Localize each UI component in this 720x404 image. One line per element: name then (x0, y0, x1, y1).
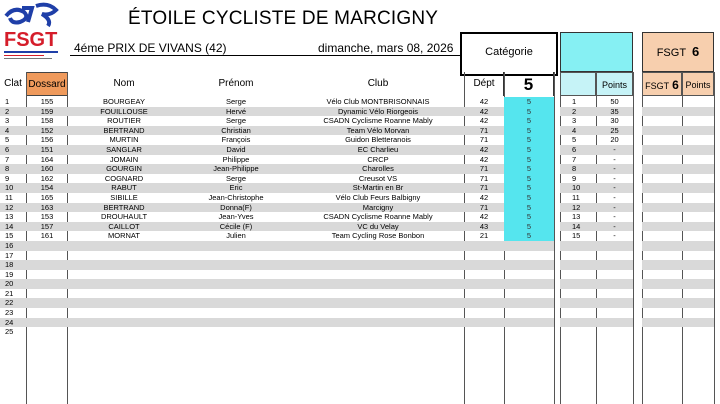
cell-categorie: 5 (504, 107, 554, 117)
cell-categorie: 5 (504, 97, 554, 107)
cell-dossard (26, 251, 68, 261)
cell-prenom: Serge (225, 116, 246, 126)
col-header-club: Club (367, 78, 389, 89)
table-row (0, 126, 714, 136)
col-header-fsgt (642, 72, 682, 96)
cell-rank: 11 (572, 192, 580, 202)
cell-points (596, 298, 633, 308)
cell-club: Team Vélo Morvan (346, 125, 410, 135)
cell-rank: 5 (572, 135, 577, 145)
cell-dept: 43 (479, 221, 489, 231)
cell-categorie: 5 (504, 164, 554, 174)
cell-points: - (613, 202, 616, 212)
fsgt-box (642, 32, 714, 72)
cell-prenom: Julien (226, 231, 246, 241)
cell-club: Charolles (362, 164, 394, 174)
cell-rank: 9 (572, 173, 577, 183)
cell-prenom (180, 298, 292, 308)
cell-rank: 4 (572, 125, 577, 135)
cell-dept (464, 260, 504, 270)
cell-points (596, 270, 633, 280)
cell-rank: 6 (572, 144, 577, 154)
cell-nom: CAILLOT (108, 221, 140, 231)
table-row (0, 145, 714, 155)
cell-clat: 7 (5, 154, 10, 164)
table-row (0, 212, 714, 222)
col-header-prenom: Prénom (218, 78, 254, 89)
cell-club: Creusot VS (358, 173, 398, 183)
col-header-nom: Nom (113, 78, 135, 89)
table-row (0, 155, 714, 165)
cell-club (292, 298, 464, 308)
cell-dept: 71 (479, 202, 489, 212)
cell-clat: 19 (5, 269, 14, 279)
table-row (0, 251, 714, 261)
cell-dossard: 160 (40, 164, 54, 174)
race-name: 4éme PRIX DE VIVANS (42) (74, 41, 227, 55)
cell-dossard: 151 (40, 144, 54, 154)
cell-categorie (504, 241, 554, 251)
cell-clat: 22 (5, 298, 14, 308)
table-row (0, 260, 714, 270)
cyan-header-box (560, 32, 633, 72)
cell-categorie: 5 (504, 116, 554, 126)
cell-nom (68, 251, 180, 261)
cell-categorie: 5 (504, 145, 554, 155)
cell-prenom: Christian (221, 125, 251, 135)
cell-nom (68, 279, 180, 289)
cell-club (292, 251, 464, 261)
cell-categorie: 5 (504, 155, 554, 165)
cell-rank (560, 327, 596, 337)
cell-nom: FOUILLOUSE (100, 106, 148, 116)
cell-categorie: 5 (504, 126, 554, 136)
cell-rank (560, 279, 596, 289)
cell-points (596, 289, 633, 299)
cell-club: Vélo Club MONTBRISONNAIS (326, 97, 430, 106)
cell-categorie: 5 (504, 174, 554, 184)
cell-points: - (613, 173, 616, 183)
table-row (0, 116, 714, 126)
cell-club (292, 289, 464, 299)
cell-rank: 1 (572, 97, 577, 106)
cell-clat: 21 (5, 288, 14, 298)
col-header-dept: Dépt (464, 72, 504, 96)
cell-dept (464, 318, 504, 328)
cell-clat: 20 (5, 279, 14, 289)
cell-categorie (504, 251, 554, 261)
table-row (0, 298, 714, 308)
cell-categorie: 5 (504, 222, 554, 232)
cell-rank (560, 308, 596, 318)
table-row (0, 164, 714, 174)
cell-points (596, 318, 633, 328)
col-header-dossard: Dossard (26, 72, 68, 96)
cell-dossard (26, 279, 68, 289)
cell-categorie (504, 327, 554, 337)
cell-dossard (26, 298, 68, 308)
table-row (0, 183, 714, 193)
table-row (0, 222, 714, 232)
cell-points (596, 260, 633, 270)
cell-club: VC du Velay (357, 221, 399, 231)
cell-nom (68, 241, 180, 251)
cell-clat: 25 (5, 327, 14, 337)
cell-dept: 21 (479, 231, 489, 241)
cell-points (596, 251, 633, 261)
cell-dossard: 157 (40, 221, 54, 231)
cell-club: EC Charlieu (357, 144, 399, 154)
cell-rank: 2 (572, 106, 577, 116)
cell-club: CRCP (367, 154, 389, 164)
table-row (0, 231, 714, 241)
cell-dossard: 165 (40, 192, 54, 202)
cell-points (596, 327, 633, 337)
cell-categorie (504, 298, 554, 308)
cell-points (596, 308, 633, 318)
categorie-box (460, 32, 558, 76)
cell-nom: ROUTIER (107, 116, 141, 126)
col-header-points: Points (596, 72, 633, 96)
cell-prenom (180, 279, 292, 289)
cell-points: 30 (610, 116, 619, 126)
cell-dept (464, 289, 504, 299)
cell-dept (464, 327, 504, 337)
col-header-rank (560, 72, 596, 96)
cell-clat: 3 (5, 116, 10, 126)
cell-clat: 16 (5, 240, 14, 250)
cell-clat: 15 (5, 231, 14, 241)
cell-prenom: Jean-Christophe (208, 192, 264, 202)
table-row (0, 135, 714, 145)
cell-dept (464, 241, 504, 251)
cell-categorie: 5 (504, 135, 554, 145)
cell-categorie (504, 318, 554, 328)
cell-clat: 23 (5, 308, 14, 318)
cell-nom: COGNARD (104, 173, 144, 183)
cell-rank: 15 (572, 231, 581, 241)
cell-clat: 8 (5, 164, 10, 174)
cell-dossard (26, 260, 68, 270)
fsgt-label: FSGT (656, 47, 687, 59)
cell-dept: 71 (479, 125, 489, 135)
cell-clat: 24 (5, 317, 14, 327)
table-row (0, 107, 714, 117)
cell-dept: 71 (479, 164, 489, 174)
cell-categorie (504, 308, 554, 318)
cell-prenom: Serge (225, 97, 246, 106)
table-row (0, 203, 714, 213)
cell-points: 20 (610, 135, 619, 145)
cell-nom: DROUHAULT (100, 212, 148, 222)
cell-prenom (180, 260, 292, 270)
cell-rank: 8 (572, 164, 577, 174)
cell-dossard: 154 (40, 183, 54, 193)
cell-dept: 42 (479, 97, 489, 106)
cell-dossard: 152 (40, 125, 54, 135)
cell-nom (68, 308, 180, 318)
table-row (0, 270, 714, 280)
cell-club: Vélo Club Feurs Balbigny (335, 192, 421, 202)
cell-prenom (180, 270, 292, 280)
cell-dossard (26, 308, 68, 318)
table-row (0, 318, 714, 328)
cell-nom: GOURGIN (106, 164, 142, 174)
table-row (0, 308, 714, 318)
cell-nom: MORNAT (108, 231, 140, 241)
cell-dossard: 162 (40, 173, 54, 183)
cell-prenom: François (221, 135, 251, 145)
cell-prenom (180, 327, 292, 337)
cell-nom: SIBILLE (110, 192, 138, 202)
cell-nom (68, 260, 180, 270)
cell-nom: BERTRAND (103, 202, 145, 212)
cell-rank (560, 270, 596, 280)
cell-dossard: 155 (40, 97, 54, 106)
cell-points: 25 (610, 125, 619, 135)
cell-dept: 71 (479, 135, 489, 145)
results-table (0, 97, 714, 337)
cell-club: Dynamic Vélo Riorgeois (337, 106, 419, 116)
cell-clat: 11 (5, 192, 13, 202)
cell-nom (68, 289, 180, 299)
cell-clat: 1 (5, 97, 10, 106)
cell-club (292, 279, 464, 289)
cell-nom (68, 318, 180, 328)
cell-prenom (180, 241, 292, 251)
cell-rank (560, 298, 596, 308)
cell-nom (68, 270, 180, 280)
cell-nom: SANGLAR (106, 144, 142, 154)
cell-club (292, 308, 464, 318)
cell-dept: 42 (479, 144, 489, 154)
cell-rank: 10 (572, 183, 581, 193)
cell-club: CSADN Cyclisme Roanne Mably (323, 116, 433, 126)
cell-dept: 42 (479, 192, 489, 202)
cell-rank (560, 260, 596, 270)
cell-nom: JOMAIN (109, 154, 139, 164)
cell-points: 50 (610, 97, 619, 106)
cell-clat: 10 (5, 183, 14, 193)
cell-clat: 6 (5, 144, 10, 154)
table-row (0, 279, 714, 289)
cell-nom (68, 298, 180, 308)
cell-prenom: Philippe (222, 154, 250, 164)
cell-club (292, 241, 464, 251)
cell-points: 35 (610, 106, 619, 116)
cell-dept (464, 298, 504, 308)
cell-clat: 18 (5, 260, 14, 270)
cell-prenom: Jean-Philippe (213, 164, 259, 174)
cell-categorie: 5 (504, 203, 554, 213)
cell-points (596, 279, 633, 289)
cell-dept: 42 (479, 154, 489, 164)
cell-prenom (180, 318, 292, 328)
cell-rank: 12 (572, 202, 581, 212)
cell-prenom (180, 251, 292, 261)
cell-club: St-Martin en Br (352, 183, 404, 193)
cell-dossard: 153 (40, 212, 54, 222)
cell-clat: 5 (5, 135, 10, 145)
cell-clat: 12 (5, 202, 14, 212)
cell-clat: 17 (5, 250, 14, 260)
fsgt-value: 6 (692, 44, 700, 59)
cell-rank: 14 (572, 221, 581, 231)
cell-nom: BOURGEAY (103, 97, 145, 106)
cell-nom: BERTRAND (103, 125, 145, 135)
cell-categorie (504, 289, 554, 299)
cell-clat: 14 (5, 221, 14, 231)
cell-nom (68, 327, 180, 337)
cell-prenom: Hervé (225, 106, 246, 116)
cell-rank (560, 289, 596, 299)
cell-dossard: 164 (40, 154, 54, 164)
cell-categorie (504, 279, 554, 289)
cell-clat: 4 (5, 125, 10, 135)
cell-points: - (613, 192, 616, 202)
cell-rank (560, 318, 596, 328)
cell-points: - (613, 231, 616, 241)
categorie-value: 5 (504, 72, 554, 96)
col-divider (714, 72, 715, 404)
cell-categorie: 5 (504, 193, 554, 203)
cell-points (596, 241, 633, 251)
cell-prenom (180, 308, 292, 318)
cell-club (292, 327, 464, 337)
cell-points: - (613, 212, 616, 222)
cell-dossard: 159 (40, 106, 54, 116)
cell-dept: 42 (479, 116, 489, 126)
fsgt-logo (2, 2, 64, 68)
cell-clat: 2 (5, 106, 10, 116)
cell-dept: 42 (479, 212, 489, 222)
cell-rank (560, 241, 596, 251)
cell-rank: 13 (572, 212, 581, 222)
cell-club: CSADN Cyclisme Roanne Mably (323, 212, 433, 222)
cell-dept: 71 (479, 173, 489, 183)
cell-dept (464, 251, 504, 261)
cell-club (292, 260, 464, 270)
table-row (0, 241, 714, 251)
cell-prenom: Serge (225, 173, 246, 183)
race-underline (70, 55, 460, 56)
cell-dept: 42 (479, 106, 489, 116)
cell-club: Guidon Bletteranois (345, 135, 411, 145)
cell-prenom: David (226, 144, 246, 154)
categorie-label: Catégorie (485, 46, 533, 58)
cell-dept (464, 308, 504, 318)
col-header-clat: Clat (4, 78, 22, 89)
cell-dossard: 163 (40, 202, 54, 212)
cell-points: - (613, 221, 616, 231)
cell-rank (560, 251, 596, 261)
cell-prenom: Cécile (F) (219, 221, 253, 231)
cell-nom: RABUT (111, 183, 137, 193)
cell-categorie: 5 (504, 231, 554, 241)
cell-dossard (26, 270, 68, 280)
cell-points: - (613, 154, 616, 164)
cell-categorie: 5 (504, 212, 554, 222)
cell-clat: 13 (5, 212, 14, 222)
cell-club: Team Cycling Rose Bonbon (331, 231, 425, 241)
cell-categorie (504, 260, 554, 270)
page-title: ÉTOILE CYCLISTE DE MARCIGNY (128, 8, 439, 29)
logo-text: FSGT (4, 29, 58, 51)
col-header-fsgt-points: Points (682, 72, 714, 96)
cell-club (292, 318, 464, 328)
cell-categorie: 5 (504, 183, 554, 193)
col-header-fsgt-value: 6 (672, 78, 679, 92)
cell-dept: 71 (479, 183, 489, 193)
cell-points: - (613, 164, 616, 174)
cell-dept (464, 279, 504, 289)
race-date: dimanche, mars 08, 2026 (318, 41, 454, 55)
cell-dossard (26, 289, 68, 299)
cell-dossard: 161 (40, 231, 54, 241)
cell-prenom: Jean-Yves (218, 212, 254, 222)
cell-dossard (26, 327, 68, 337)
cell-dossard: 156 (40, 135, 54, 145)
cell-dept (464, 270, 504, 280)
cell-dossard (26, 241, 68, 251)
col-header-fsgt-label: FSGT (645, 81, 670, 91)
cell-nom: MURTIN (109, 135, 139, 145)
cell-prenom (180, 289, 292, 299)
table-row (0, 327, 714, 337)
table-row (0, 193, 714, 203)
cell-club (292, 270, 464, 280)
cell-clat: 9 (5, 173, 10, 183)
cell-dossard (26, 318, 68, 328)
cell-points: - (613, 183, 616, 193)
cell-points: - (613, 144, 616, 154)
table-row (0, 174, 714, 184)
cell-dossard: 158 (40, 116, 54, 126)
cell-rank: 3 (572, 116, 577, 126)
cell-club: Marcigny (362, 202, 394, 212)
table-row (0, 289, 714, 299)
table-row (0, 97, 714, 107)
cell-rank: 7 (572, 154, 577, 164)
cell-categorie (504, 270, 554, 280)
cell-prenom: Donna(F) (220, 202, 252, 212)
cell-prenom: Eric (229, 183, 243, 193)
